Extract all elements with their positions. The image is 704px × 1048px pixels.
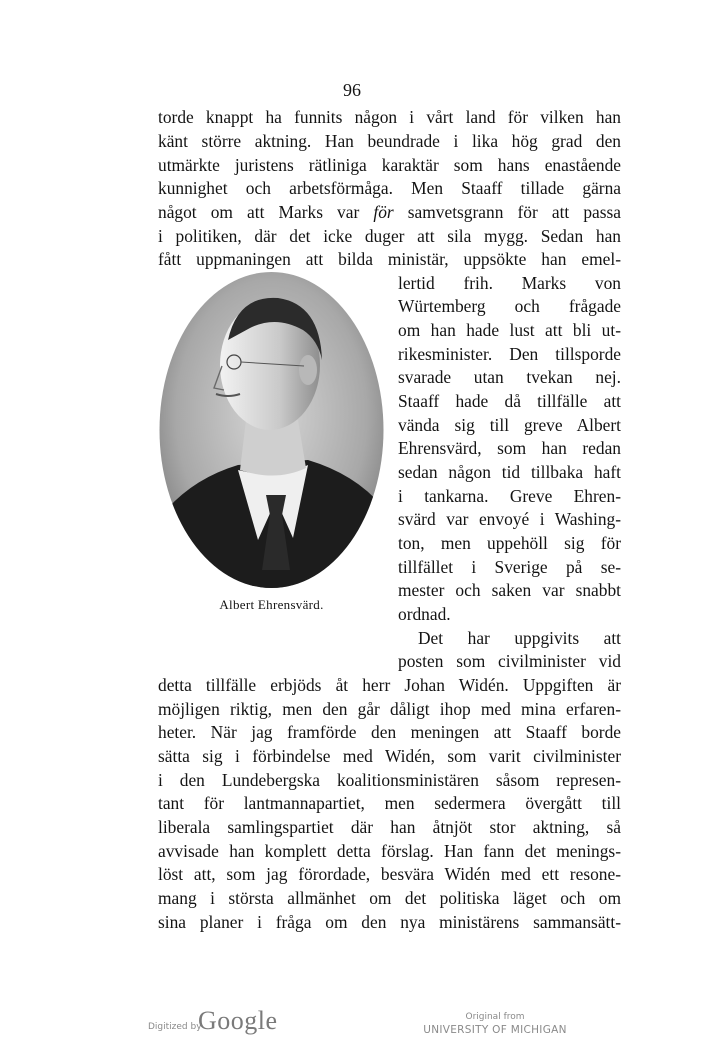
text-line-right-9: i tankarna. Greve Ehren-	[398, 486, 621, 506]
portrait-ear	[299, 355, 317, 385]
text-line-bottom-2: heter. När jag framförde den meningen att Staaff borde	[158, 722, 621, 742]
text-line-bottom-4: i den Lundebergska koalitionsministären såsom represen-	[158, 770, 621, 790]
text-line-top-5: i politiken, där det icke duger att sila mygg. Sedan han	[158, 226, 621, 246]
text-line-bottom-10: sina planer i fråga om den nya ministärens sammansätt-	[158, 912, 621, 932]
text-line-right-3: rikesminister. Den tillsporde	[398, 344, 621, 364]
text-line-bottom-1: möjligen riktig, men den går dåligt ihop med mina erfaren-	[158, 699, 621, 719]
text-line-right-15: Det har uppgivits att	[418, 628, 621, 648]
text-line-right-8: sedan någon tid tillbaka haft	[398, 462, 621, 482]
text-line-bottom-6: liberala samlingspartiet där han åtnjöt stor aktning, så	[158, 817, 621, 837]
footer-original-from: Original from	[465, 1012, 525, 1022]
text-line-right-13: mester och saken var snabbt	[398, 580, 621, 600]
text-line-top-2: utmärkte juristens rätliniga karaktär som hans enastående	[158, 155, 621, 175]
portrait-caption: Albert Ehrensvärd.	[219, 597, 324, 612]
text-line-top-4-after: samvetsgrann för att passa	[393, 202, 622, 222]
text-line-bottom-3: sätta sig i förbindelse med Widén, som varit civilminister	[158, 746, 621, 766]
text-line-right-2: om han hade lust att bli ut-	[398, 320, 621, 340]
footer-source: UNIVERSITY OF MICHIGAN	[423, 1024, 567, 1036]
text-line-bottom-9: mang i största allmänhet om det politiska läget och om	[158, 888, 621, 908]
text-line-bottom-7: avvisade han komplett detta förslag. Han fann det menings-	[158, 841, 621, 861]
text-line-top-0: torde knappt ha funnits någon i vårt land för vilken han	[158, 107, 621, 127]
text-line-top-1: känt större aktning. Han beundrade i lika hög grad den	[158, 131, 621, 151]
text-line-right-4: svarade utan tvekan nej.	[398, 367, 621, 387]
text-line-bottom-8: löst att, som jag förordade, besvära Widén med ett resone-	[158, 864, 621, 884]
italic-word: för	[373, 202, 394, 222]
text-line-top-6: fått uppmaningen att bilda ministär, uppsökte han emel-	[158, 249, 621, 269]
text-line-right-5: Staaff hade då tillfälle att	[398, 391, 621, 411]
text-line-right-6: vända sig till greve Albert	[398, 415, 621, 435]
text-line-right-10: svärd var envoyé i Washing-	[398, 509, 621, 529]
text-line-bottom-0: detta tillfälle erbjöds åt herr Johan Widén. Uppgiften är	[158, 675, 621, 695]
footer-digitized-by: Digitized by	[148, 1022, 202, 1032]
text-line-top-4	[158, 201, 621, 223]
text-line-bottom-5: tant för lantmannapartiet, men sedermera övergått till	[158, 793, 621, 813]
text-line-right-12: tillfället i Sverige på se-	[398, 557, 621, 577]
text-line-top-3: kunnighet och arbetsförmåga. Men Staaff tillade gärna	[158, 178, 621, 198]
text-line-right-14: ordnad.	[398, 604, 451, 624]
text-line-right-11: ton, men uppehöll sig för	[398, 533, 621, 553]
page-number: 96	[343, 80, 361, 100]
text-line-right-16: posten som civilminister vid	[398, 651, 621, 671]
portrait-photo	[158, 270, 385, 590]
text-line-right-7: Ehrensvärd, som han redan	[398, 438, 621, 458]
google-logo: Google	[198, 1006, 278, 1035]
text-line-right-0: lertid frih. Marks von	[398, 273, 621, 293]
text-line-top-4-before: något om att Marks var	[158, 202, 374, 222]
text-line-right-1: Würtemberg och frågade	[398, 296, 621, 316]
